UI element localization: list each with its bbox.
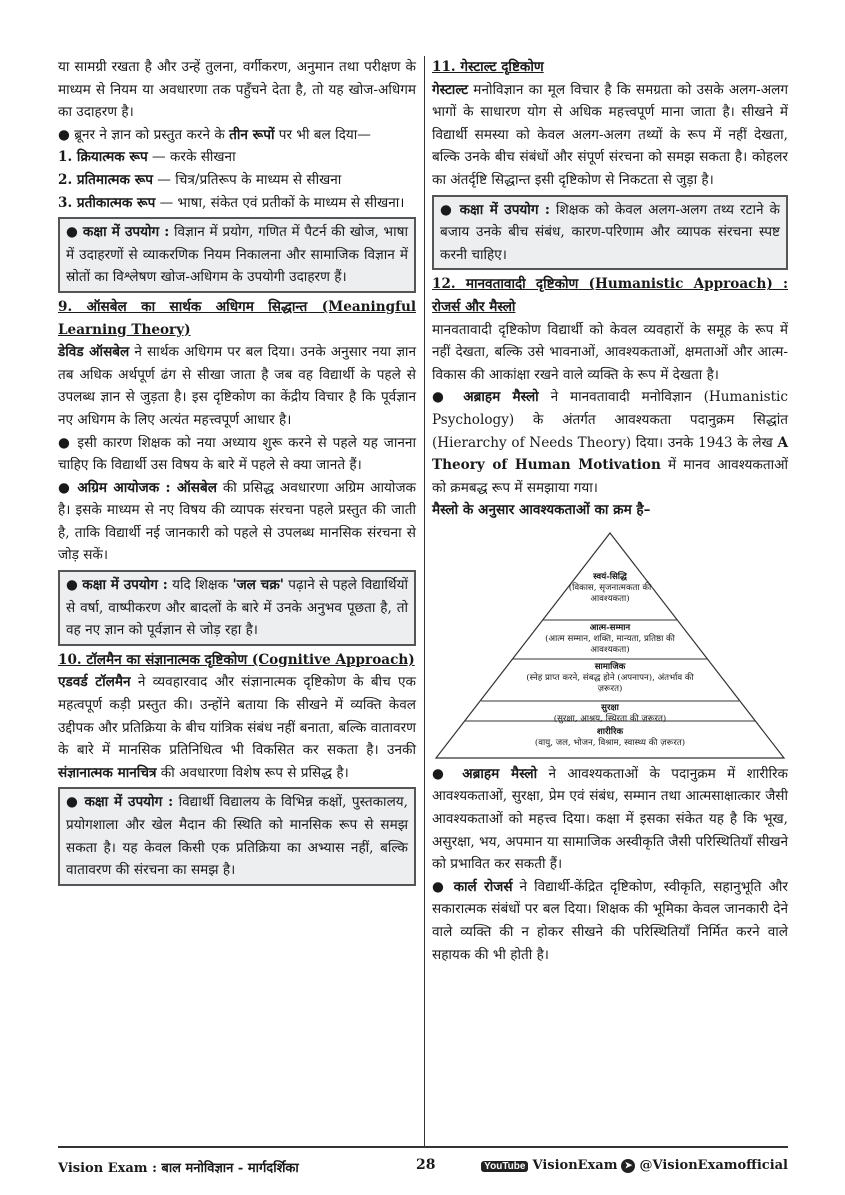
section-heading-10: 10. टॉलमैन का संज्ञानात्मक दृष्टिकोण (Cognitive Approach) [58,651,415,668]
section-heading-9: 9. ऑसबेल का सार्थक अधिगम सिद्धान्त (Meaningful Learning Theory) [58,298,416,338]
bullet-icon: ● [66,577,78,594]
bullet-icon: ● [58,434,72,451]
bullet-icon: ● [432,389,452,406]
youtube-icon: YouTube [481,1161,528,1172]
page-number: 28 [416,1157,436,1173]
pyramid-level-esteem: आत्म-सम्मान (आत्म सम्मान, शक्ति, मान्यता, प्रतिष्ठा की आवश्यकता) [545,622,675,655]
pyramid-level-safety: सुरक्षा (सुरक्षा, आश्रय, स्थिरता की ज़रूरत) [553,702,667,724]
social-handle: @VisionExamofficial [639,1158,788,1173]
bullet-icon: ● [432,878,447,895]
classroom-use-box-3: ● कक्षा में उपयोग : विद्यार्थी विद्यालय के विभिन्न कक्षों, पुस्तकालय, प्रयोगशाला और खेल मैदान की स्थिति को मानसिक रूप से समझ सकता है। यह केवल किसी एक प्रतिक्रिया का अभ्यास नहीं, बल्कि वातावरण की संरचना का समझ है। [58,787,416,885]
bullet-icon: ● [66,794,79,811]
paragraph-tolman: एडवर्ड टॉलमैन ने व्यवहारवाद और संज्ञानात्मक दृष्टिकोण के बीच एक महत्वपूर्ण कड़ी प्रस्तुत की। उन्होंने बताया कि सीखने में व्यक्ति केवल उद्दीपक और प्रतिक्रिया के बीच यांत्रिक संबंध नहीं बनाता, बल्कि वातावरण के बारे में मानसिक प्रतिनिधित्व भी विकसित कर सकता है। उनकी संज्ञानात्मक मानचित्र की अवधारणा विशेष रूप से प्रसिद्ध है। [58,674,416,781]
bullet-icon: ● [432,765,451,782]
paragraph-advance-organizer: ● अग्रिम आयोजक : ऑसबेल की प्रसिद्ध अवधारणा अग्रिम आयोजक है। इसके माध्यम से नए विषय की व्यापक संरचना पहले प्रस्तुत की जाती है, ताकि विद्यार्थी नई जानकारी को पहले से उपलब्ध मानसिक संरचना से जोड़ सकें। [58,479,416,564]
telegram-icon: ➤ [621,1159,635,1173]
left-column [58,56,416,889]
bullet-icon: ● [58,126,70,143]
paragraph-rogers: ● कार्ल रोजर्स ने विद्यार्थी-केंद्रित दृष्टिकोण, स्वीकृति, सहानुभूति और सकारात्मक संबंधों पर बल दिया। शिक्षक की भूमिका केवल जानकारी देने वाले व्यक्ति की न होकर सीखने की परिस्थितियाँ निर्मित करने वाले सहायक की भी होती है। [432,878,788,963]
paragraph-maslow-intro: ● अब्राहम मैस्लो ने मानवतावादी मनोविज्ञान (Humanistic Psychology) के अंतर्गत आवश्यकता पदानुक्रम सिद्धांत (Hierarchy of Needs Theory) दिया। उनके 1943 के लेख A Theory of Human Motivation में मानव आवश्यकताओं को क्रमबद्ध रूप में समझाया गया। [432,389,788,496]
pyramid-level-physiological: शारीरिक (वायु, जल, भोजन, विश्राम, स्वास्थ्य की ज़रूरत) [534,726,686,748]
pyramid-level-self-actualization: स्वयं-सिद्धि (विकास, सृजनात्मकता की आवश्यकता) [568,571,652,604]
paragraph-maslow-classroom: ● अब्राहम मैस्लो ने आवश्यकताओं के पदानुक्रम में शारीरिक आवश्यकताओं, सुरक्षा, प्रेम एवं संबंध, सम्मान तथा आत्मसाक्षात्कार जैसी आवश्यकताओं को महत्त्व दिया। कक्षा में इसका संकेत यह है कि भूख, असुरक्षा, भय, अपमान या सामाजिक अस्वीकृति जैसी परिस्थितियाँ सीखने को प्रभावित कर सकती हैं। [432,765,788,873]
footer-book-title: Vision Exam : बाल मनोविज्ञान - मार्गदर्शिका [58,1161,299,1176]
bullet-icon: ● [66,224,79,241]
right-column [432,56,788,966]
section-heading-11: 11. गेस्टाल्ट दृष्टिकोण [432,59,544,75]
paragraph-gestalt: गेस्टाल्ट मनोविज्ञान का मूल विचार है कि समग्रता को उसके अलग-अलग भागों के साधारण योग से अधिक महत्त्वपूर्ण माना जाता है। सीखने में विद्यार्थी समस्या को केवल अलग-अलग तथ्यों के रूप में नहीं देखता, बल्कि उनके बीच संबंधों और संपूर्ण संरचना को समझ सकता है। कोहलर का अंतर्दृष्टि सिद्धान्त इसी दृष्टिकोण से निकटता से जुड़ा है। [432,81,788,188]
paragraph-humanistic: मानवतावादी दृष्टिकोण विद्यार्थी को केवल व्यवहारों के समूह के रूप में नहीं देखता, बल्कि उसे भावनाओं, आवश्यकताओं, क्षमताओं और आत्म-विकास की आकांक्षा रखने वाले व्यक्ति के रूप में देखता है। [432,321,788,383]
classroom-use-box-4: ● कक्षा में उपयोग : शिक्षक को केवल अलग-अलग तथ्य रटाने के बजाय उनके बीच संबंध, कारण-परिणाम और व्यापक संरचना स्पष्ट करनी चाहिए। [432,195,788,271]
channel-name: VisionExam [532,1158,618,1173]
pyramid-level-social: सामाजिक (स्नेह प्राप्त करने, संबद्ध होने (अपनापन), अंतर्भाव की ज़रूरत) [526,661,694,694]
bullet-icon: ● [58,479,72,496]
column-divider [424,56,425,1146]
maslow-pyramid [432,528,788,763]
list-item-symbolic: 3. प्रतीकात्मक रूप — भाषा, संकेत एवं प्रतीकों के माध्यम से सीखना। [58,194,405,211]
footer-social [481,1158,788,1173]
paragraph-discovery: या सामग्री रखता है और उन्हें तुलना, वर्गीकरण, अनुमान तथा परीक्षण के माध्यम से नियम या अवधारणा तक पहुँचने देता है, तो यह खोज-अधिगम का उदाहरण है। [58,59,416,121]
paragraph-ausubel: डेविड ऑसबेल ने सार्थक अधिगम पर बल दिया। उनके अनुसार नया ज्ञान तब अधिक अर्थपूर्ण ढंग से सीखा जाता है जब वह विद्यार्थी के पहले से उपलब्ध ज्ञान से जुड़ता है। इस दृष्टिकोण का केंद्रीय विचार है कि पूर्वज्ञान नए अधिगम के लिए अत्यंत महत्त्वपूर्ण आधार है। [58,344,416,428]
pyramid-heading: मैस्लो के अनुसार आवश्यकताओं का क्रम है– [432,502,651,519]
bullet-icon: ● [440,201,454,218]
paragraph-bruner: ● ब्रूनर ने ज्ञान को प्रस्तुत करने के तीन रूपों पर भी बल दिया— [58,126,371,143]
list-item-enactive: 1. क्रियात्मक रूप — करके सीखना [58,149,236,166]
classroom-use-box-2: ● कक्षा में उपयोग : यदि शिक्षक 'जल चक्र' पढ़ाने से पहले विद्यार्थियों से वर्षा, वाष्पीकरण और बादलों के बारे में उनके अनुभव पूछता है, तो वह नए ज्ञान को पूर्वज्ञान से जोड़ रहा है। [58,570,416,646]
classroom-use-box-1: ● कक्षा में उपयोग : विज्ञान में प्रयोग, गणित में पैटर्न की खोज, भाषा में उदाहरणों से व्याकरणिक नियम निकालना और सामाजिक विज्ञान में स्रोतों का विश्लेषण खोज-अधिगम के उपयोगी उदाहरण हैं। [58,217,416,293]
section-heading-12: 12. मानवतावादी दृष्टिकोण (Humanistic Approach) : रोजर्स और मैस्लो [432,276,788,315]
list-item-iconic: 2. प्रतिमात्मक रूप — चित्र/प्रतिरूप के माध्यम से सीखना [58,171,342,188]
paragraph-prior-knowledge: ● इसी कारण शिक्षक को नया अध्याय शुरू करने से पहले यह जानना चाहिए कि विद्यार्थी उस विषय के बारे में पहले से क्या जानते हैं। [58,434,416,474]
page-footer [58,1146,788,1186]
